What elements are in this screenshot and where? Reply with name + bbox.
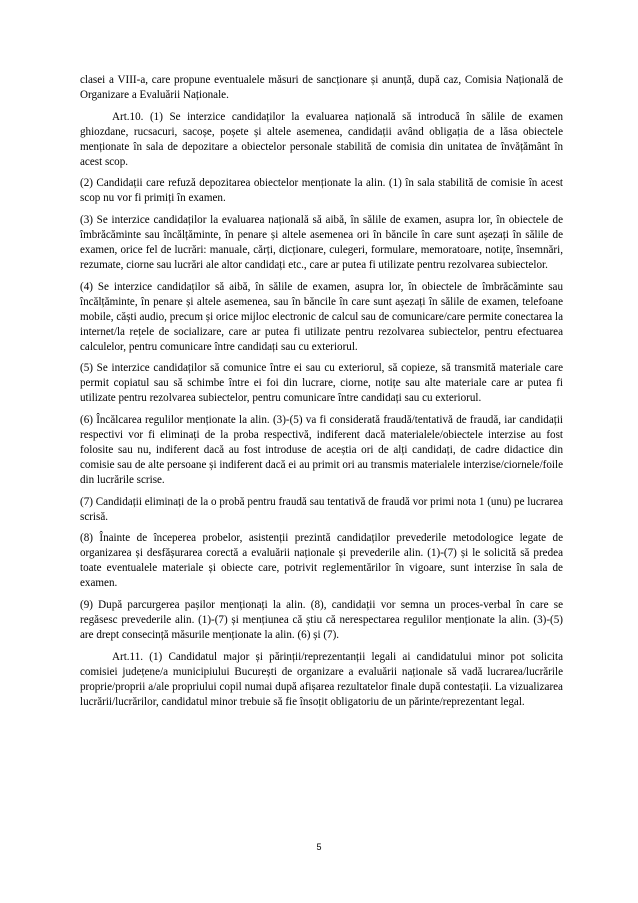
page-number: 5 xyxy=(316,842,322,852)
paragraph-art10-7: (7) Candidații eliminați de la o probă pentru fraudă sau tentativă de fraudă vor primi nota 1 (unu) pe lucrarea scrisă. xyxy=(80,495,563,523)
paragraph-art11-1: Art.11. (1) Candidatul major și părinții/reprezentanții legali ai candidatului minor pot solicita comisiei județene/a municipiului București de organizare a evaluării naționale să vadă lucrarea/lucrările proprie/proprii a/ale propriului copil numai după afișarea rezultatelor finale după contestații. La vizualizarea lucrării/lucrărilor, candidatul minor trebuie să fie însoțit obligatoriu de un părinte/reprezentant legal. xyxy=(80,650,563,708)
paragraph-art10-3: (3) Se interzice candidaților la evaluarea națională să aibă, în sălile de examen, asupra lor, în obiectele de îmbrăcăminte sau încălțăminte, în penare și altele asemenea ori în băncile în care sunt așezați în sălile de examen, orice fel de lucrări: manuale, cărți, dicționare, culegeri, formulare, memoratoare, notițe, însemnări, rezumate, ciorne sau lucrări ale altor candidați etc., care ar putea fi utilizate pentru rezolvarea subiectelor. xyxy=(80,214,563,271)
paragraph-art10-2: (2) Candidații care refuză depozitarea obiectelor menționate la alin. (1) în sala stabilită de comisie în acest scop nu vor fi primiți în examen. xyxy=(80,177,563,205)
paragraph-art10-1: Art.10. (1) Se interzice candidaților la evaluarea națională să introducă în sălile de examen ghiozdane, rucsacuri, sacoșe, poșete și altele asemenea, candidații având obligația de a lăsa obiectele menționate în sala de depozitare a obiectelor personale stabilită de comisia din unitatea de învățământ în acest scop. xyxy=(80,110,563,168)
paragraph-art10-9: (9) După parcurgerea pașilor menționați la alin. (8), candidații vor semna un proces-verbal în care se regăsesc prevederile alin. (1)-(7) și mențiunea că știu că nerespectarea regulilor menționate la alin. (3)-(5) are drept consecință măsurile menționate la alin. (6) și (7). xyxy=(80,599,563,641)
document-body xyxy=(80,73,563,716)
paragraph-art10-4: (4) Se interzice candidaților să aibă, în sălile de examen, asupra lor, în obiectele de îmbrăcăminte sau încălțăminte, în penare și altele asemenea, sau în băncile în care sunt așezați în sălile de examen, telefoane mobile, căști audio, precum și orice mijloc electronic de calcul sau de comunicare/care permite conectarea la internet/la rețele de socializare, care ar putea fi utilizate pentru rezolvarea subiectelor, pentru efectuarea calculelor, pentru comunicare între candidați sau cu exteriorul. xyxy=(80,280,563,353)
paragraph-continuation: clasei a VIII-a, care propune eventualele măsuri de sancționare și anunță, după caz, Comisia Națională de Organizare a Evaluării Naționale. xyxy=(80,74,563,101)
paragraph-art10-8: (8) Înainte de începerea probelor, asistenții prezintă candidaților prevederile metodologice legate de organizarea și desfășurarea corectă a evaluării naționale și prevederile alin. (1)-(7) și le solicită să predea toate eventualele materiale și obiecte care, potrivit reglementărilor în vigoare, sunt interzise în sala de examen. xyxy=(80,532,563,590)
paragraph-art10-5: (5) Se interzice candidaților să comunice între ei sau cu exteriorul, să copieze, să transmită materiale care permit copiatul sau să schimbe între ei foi din lucrare, ciorne, notițe sau alte materiale care ar putea fi utilizate pentru rezolvarea subiectelor, pentru comunicare între candidați sau cu exteriorul. xyxy=(80,362,563,405)
paragraph-art10-6: (6) Încălcarea regulilor menționate la alin. (3)-(5) va fi considerată fraudă/tentativă de fraudă, iar candidații respectivi vor fi eliminați de la proba respectivă, indiferent dacă materialele/obiectele interzise au fost folosite sau nu, indiferent dacă au fost introduse de aceștia ori de alți candidați, de cadre didactice din comisie sau de alte persoane și indiferent dacă ei au primit ori au transmis materialele interzise/ciornele/foile din lucrările scrise. xyxy=(80,414,563,486)
